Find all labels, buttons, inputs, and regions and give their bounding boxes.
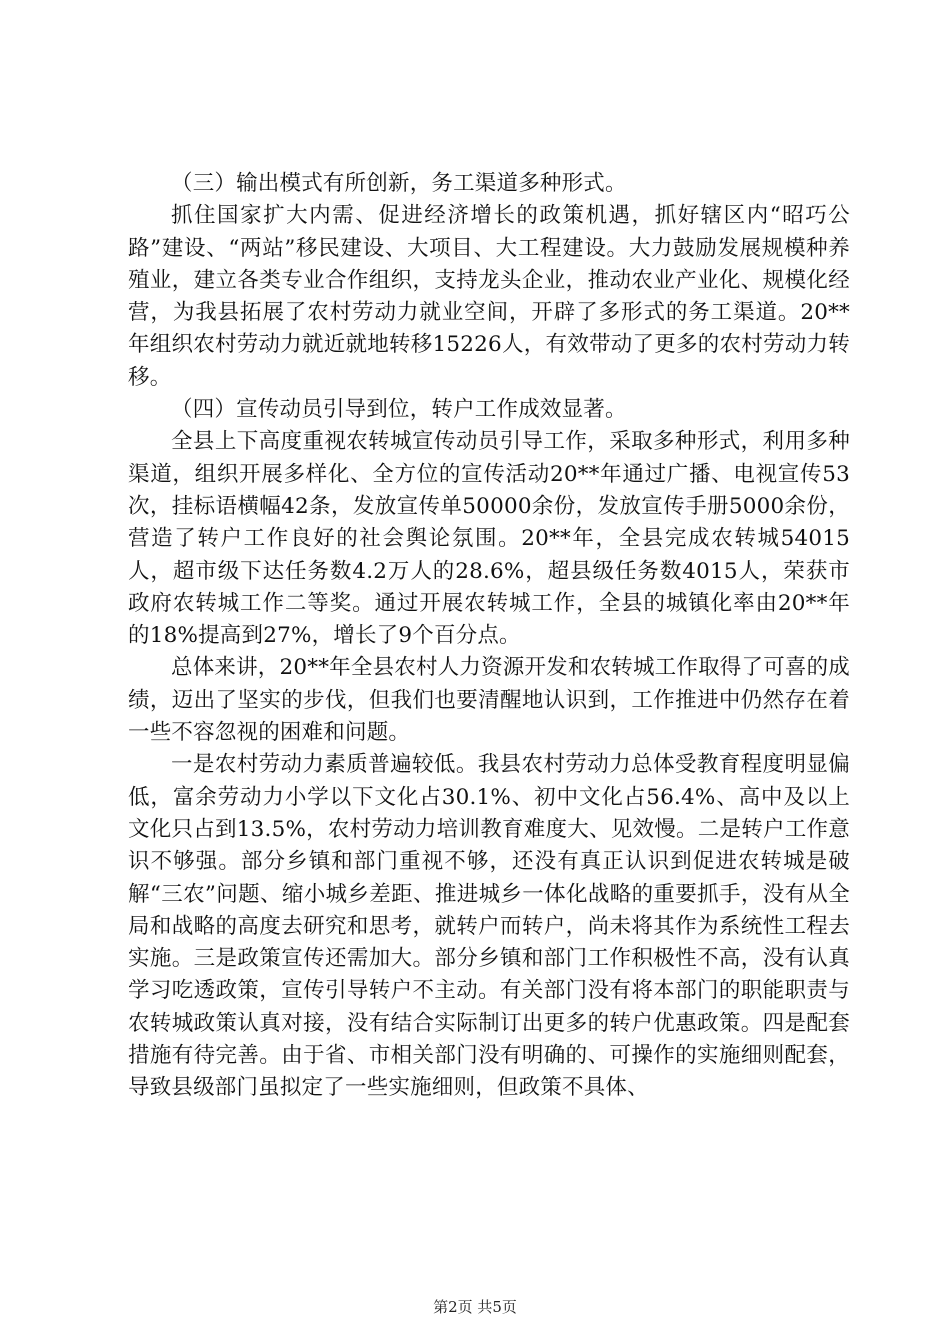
paragraph: 抓住国家扩大内需、促进经济增长的政策机遇，抓好辖区内“昭巧公路”建设、“两站”移民建设、大项目、大工程建设。大力鼓励发展规模种养殖业，建立各类专业合作组织，支持龙头企业，推动农业产业化、规模化经营，为我县拓展了农村劳动力就业空间，开辟了多形式的务工渠道。20**年组织农村劳动力就近就地转移15226人，有效带动了更多的农村劳动力转移。 bbox=[128, 203, 850, 390]
section-heading-4: （四）宣传动员引导到位，转户工作成效显著。 bbox=[171, 397, 627, 423]
paragraph: 一是农村劳动力素质普遍较低。我县农村劳动力总体受教育程度明显偏低，富余劳动力小学以下文化占30.1%、初中文化占56.4%、高中及以上文化只占到13.5%，农村劳动力培训教育难度大、见效慢。二是转户工作意识不够强。部分乡镇和部门重视不够，还没有真正认识到促进农转城是破解“三农”问题、缩小城乡差距、推进城乡一体化战略的重要抓手，没有从全局和战略的高度去研究和思考，就转户而转户，尚未将其作为系统性工程去实施。三是政策宣传还需加大。部分乡镇和部门工作积极性不高，没有认真学习吃透政策，宣传引导转户不主动。有关部门没有将本部门的职能职责与农转城政策认真对接，没有结合实际制订出更多的转户优惠政策。四是配套措施有待完善。由于省、市相关部门没有明确的、可操作的实施细则配套，导致县级部门虽拟定了一些实施细则，但政策不具体、 bbox=[128, 752, 850, 1101]
document-body bbox=[128, 168, 850, 1105]
section-heading-3: （三）输出模式有所创新，务工渠道多种形式。 bbox=[171, 171, 627, 196]
page-number-footer: 第2页 共5页 bbox=[433, 1298, 517, 1316]
paragraph: 全县上下高度重视农转城宣传动员引导工作，采取多种形式，利用多种渠道，组织开展多样化、全方位的宣传活动20**年通过广播、电视宣传53次，挂标语横幅42条，发放宣传单50000余份，发放宣传手册5000余份，营造了转户工作良好的社会舆论氛围。20**年，全县完成农转城54015人，超市级下达任务数4.2万人的28.6%，超县级任务数4015人，荣获市政府农转城工作二等奖。通过开展农转城工作，全县的城镇化率由20**年的18%提高到27%，增长了9个百分点。 bbox=[128, 429, 850, 649]
paragraph: 总体来讲，20**年全县农村人力资源开发和农转城工作取得了可喜的成绩，迈出了坚实的步伐，但我们也要清醒地认识到，工作推进中仍然存在着一些不容忽视的困难和问题。 bbox=[128, 655, 850, 746]
